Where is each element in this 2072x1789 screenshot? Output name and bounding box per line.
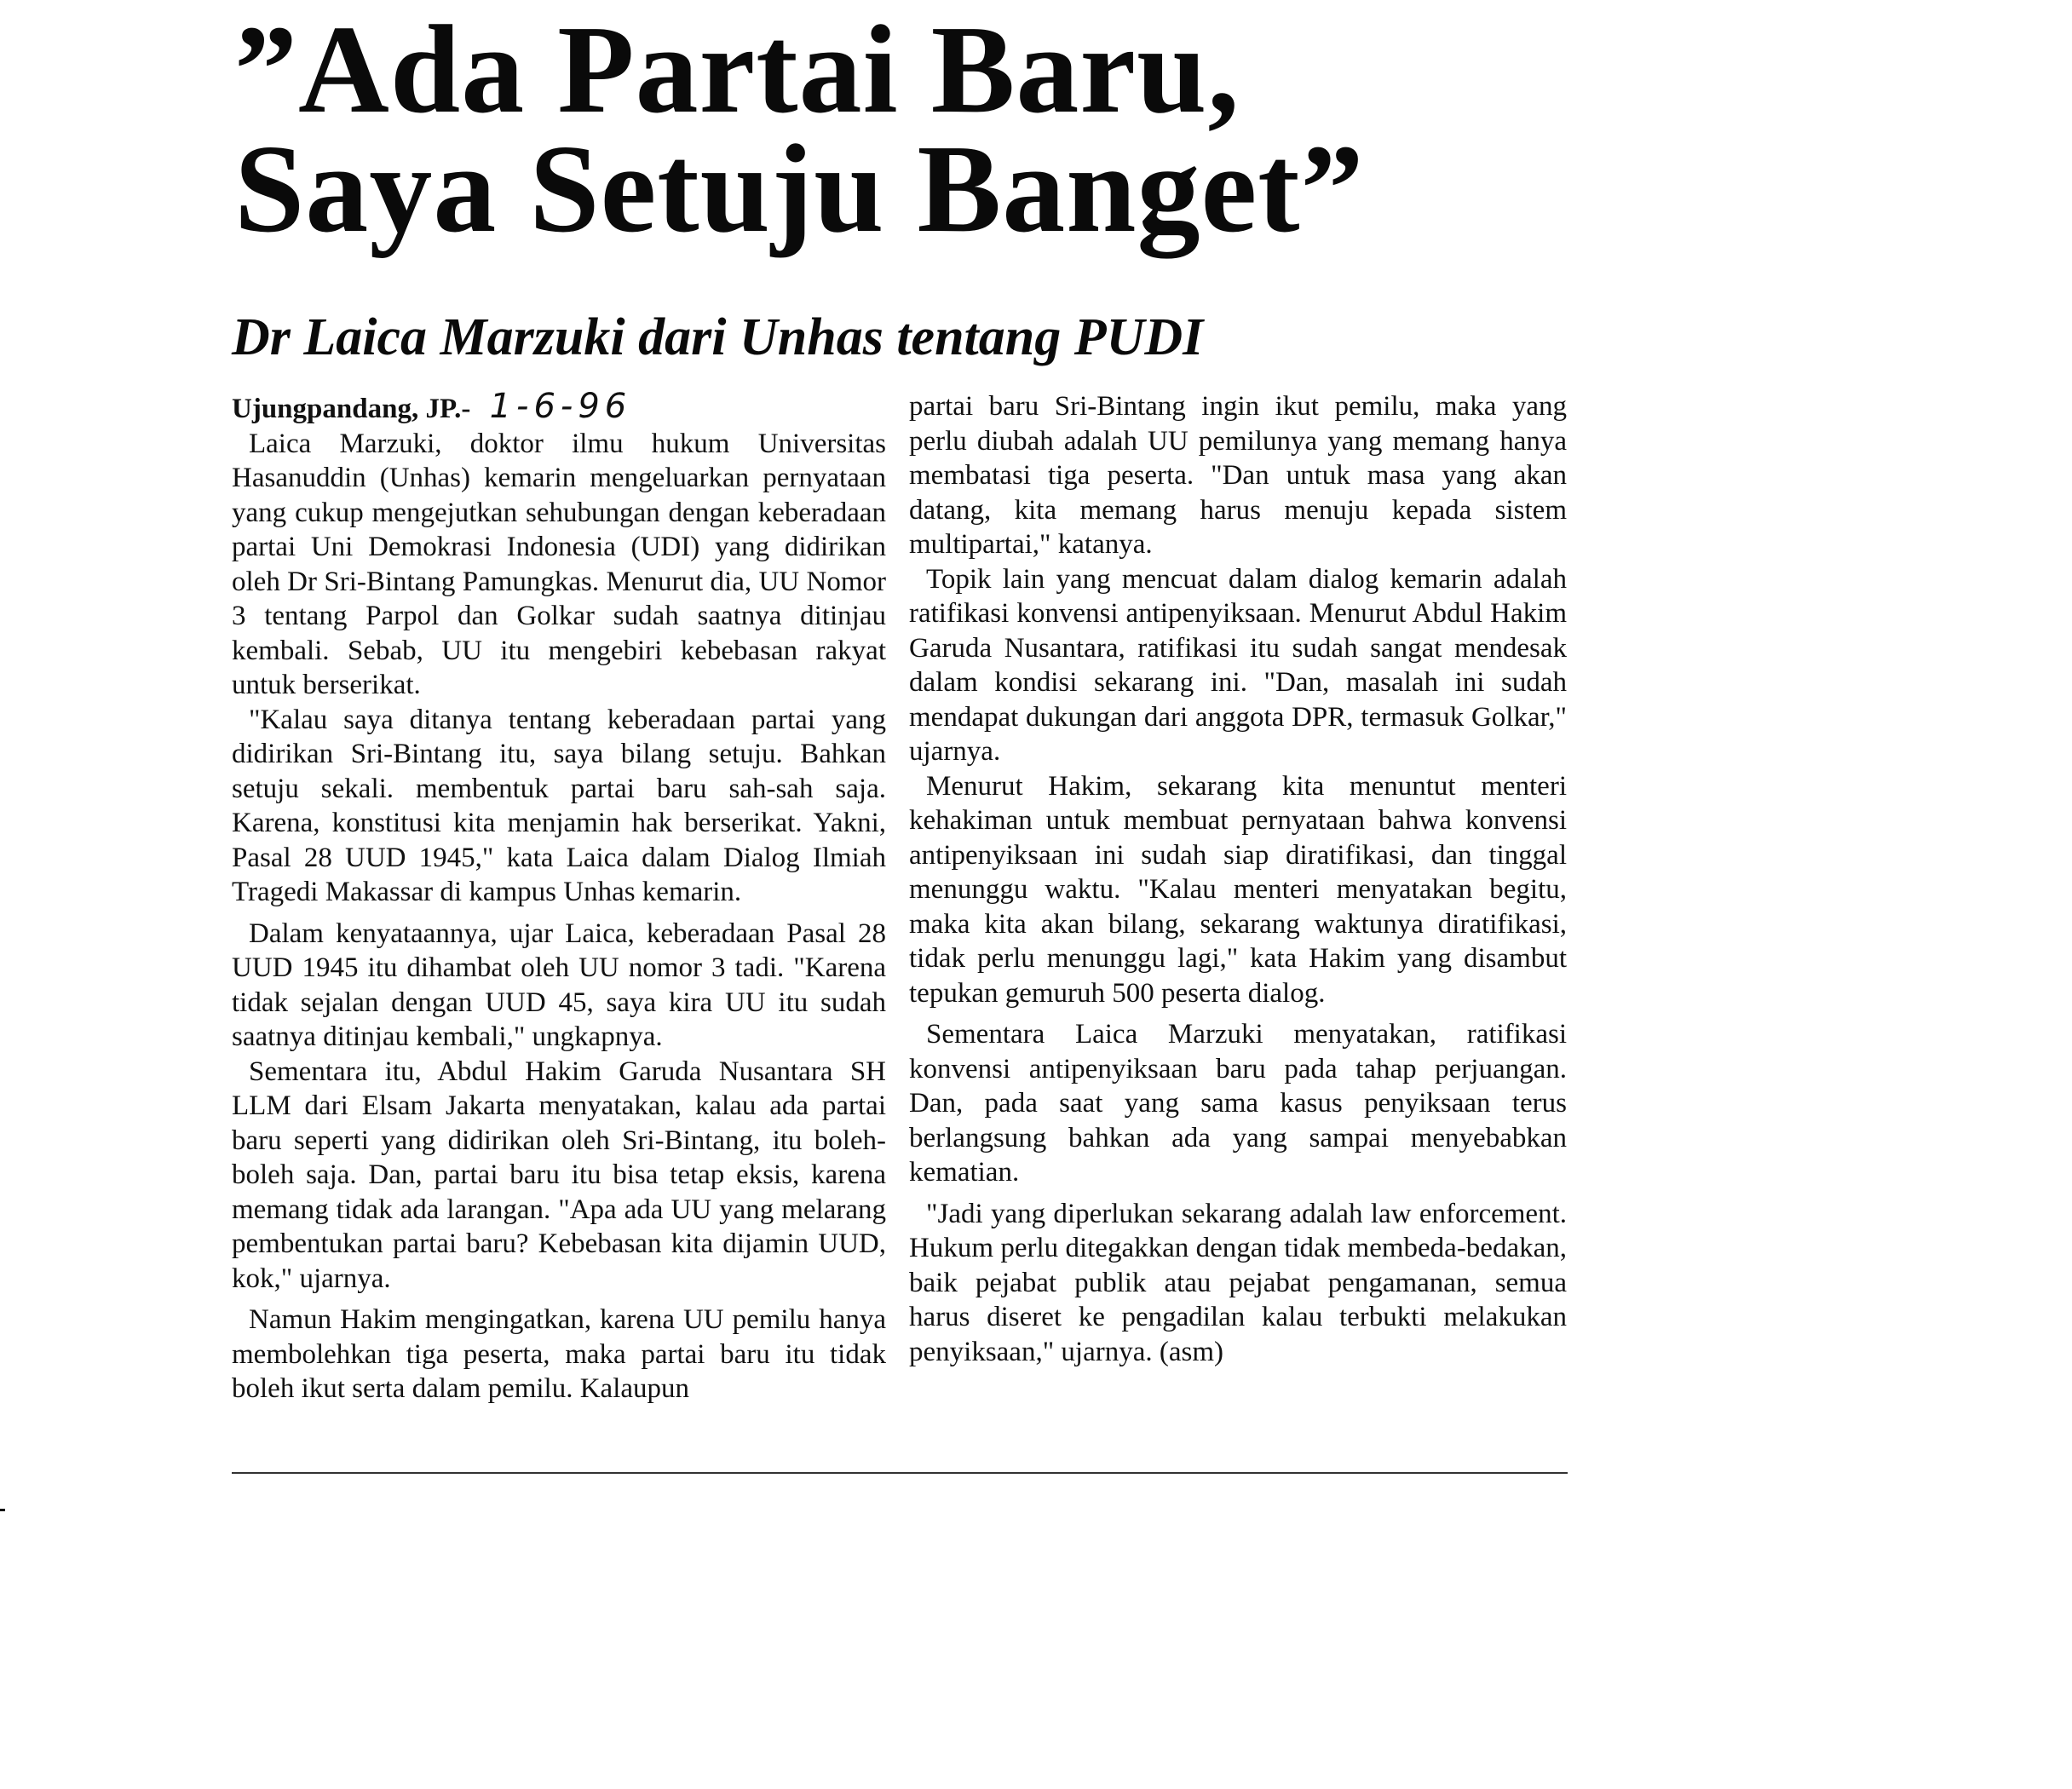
article-column-right bbox=[909, 389, 1567, 1369]
dateline-row bbox=[232, 389, 886, 427]
article-column-left bbox=[232, 389, 886, 1406]
paragraph: Menurut Hakim, sekarang kita menuntut menteri kehakiman untuk membuat pernyataan bahwa konvensi antipenyiksaan ini sudah siap diratifikasi, dan tinggal menunggu waktu. "Kalau menteri menyatakan begitu, maka kita akan bilang, sekarang waktunya diratifikasi, tidak perlu menunggu lagi," kata Hakim yang disambut tepukan gemuruh 500 peserta dialog. bbox=[909, 770, 1567, 1009]
dateline: Ujungpandang, JP.- bbox=[232, 394, 471, 424]
paragraph: "Kalau saya ditanya tentang keberadaan partai yang didirikan Sri-Bintang itu, saya bilang setuju. Bahkan setuju sekali. membentuk partai baru sah-sah saja. Karena, konstitusi kita menjamin hak berserikat. Yakni, Pasal 28 UUD 1945," kata Laica dalam Dialog Ilmiah Tragedi Makassar di kampus Unhas kemarin. bbox=[232, 704, 886, 907]
paragraph: Namun Hakim mengingatkan, karena UU pemilu hanya membolehkan tiga peserta, maka partai baru itu tidak boleh ikut serta dalam pemilu. Kalaupun bbox=[232, 1304, 886, 1404]
paragraph: "Jadi yang diperlukan sekarang adalah law enforcement. Hukum perlu ditegakkan dengan tidak membeda-bedakan, baik pejabat publik atau pejabat pengamanan, semua harus diseret ke pengadilan kalau terbukti melakukan penyiksaan," ujarnya. (asm) bbox=[909, 1198, 1567, 1367]
paragraph: Dalam kenyataannya, ujar Laica, keberadaan Pasal 28 UUD 1945 itu dihambat oleh UU nomor 3 tadi. "Karena tidak sejalan dengan UUD 45, saya kira UU itu sudah saatnya ditinjau kembali," ungkapnya. bbox=[232, 918, 886, 1052]
bottom-rule bbox=[232, 1472, 1568, 1474]
scan-speck bbox=[0, 1509, 5, 1511]
paragraph: Laica Marzuki, doktor ilmu hukum Universitas Hasanuddin (Unhas) kemarin mengeluarkan pernyataan yang cukup mengejutkan sehubungan dengan keberadaan partai Uni Demokrasi Indonesia (UDI) yang didirikan oleh Dr Sri-Bintang Pamungkas. Menurut dia, UU Nomor 3 tentang Parpol dan Golkar sudah saatnya ditinjau kembali. Sebab, UU itu mengebiri kebebasan rakyat untuk berserikat. bbox=[232, 428, 886, 700]
headline-line-1: ”Ada Partai Baru, bbox=[234, 0, 1240, 140]
headline-line-2: Saya Setuju Banget” bbox=[234, 119, 1365, 259]
handwritten-date: 1-6-96 bbox=[489, 387, 632, 426]
paragraph: partai baru Sri-Bintang ingin ikut pemilu, maka yang perlu diubah adalah UU pemilunya yang memang hanya membatasi tiga peserta. "Dan untuk masa yang akan datang, kita memang harus menuju kepada sistem multipartai," katanya. bbox=[909, 391, 1567, 560]
paragraph: Topik lain yang mencuat dalam dialog kemarin adalah ratifikasi konvensi antipenyiksaan. Menurut Abdul Hakim Garuda Nusantara, ratifikasi itu sudah sangat mendesak dalam kondisi sekarang ini. "Dan, masalah ini sudah mendapat dukungan dari anggota DPR, termasuk Golkar," ujarnya. bbox=[909, 563, 1567, 767]
paragraph: Sementara Laica Marzuki menyatakan, ratifikasi konvensi antipenyiksaan baru pada tahap perjuangan. Dan, pada saat yang sama kasus penyiksaan terus berlangsung bahkan ada yang sampai menyebabkan kematian. bbox=[909, 1019, 1567, 1188]
subheadline: Dr Laica Marzuki dari Unhas tentang PUDI bbox=[232, 308, 1204, 366]
headline bbox=[234, 0, 1563, 259]
paragraph: Sementara itu, Abdul Hakim Garuda Nusantara SH LLM dari Elsam Jakarta menyatakan, kalau ada partai baru seperti yang didirikan oleh Sri-Bintang, itu boleh-boleh saja. Dan, partai baru itu bisa tetap eksis, karena memang tidak ada larangan. "Apa ada UU yang melarang pembentukan partai baru? Kebebasan kita dijamin UUD, kok," ujarnya. bbox=[232, 1056, 886, 1294]
